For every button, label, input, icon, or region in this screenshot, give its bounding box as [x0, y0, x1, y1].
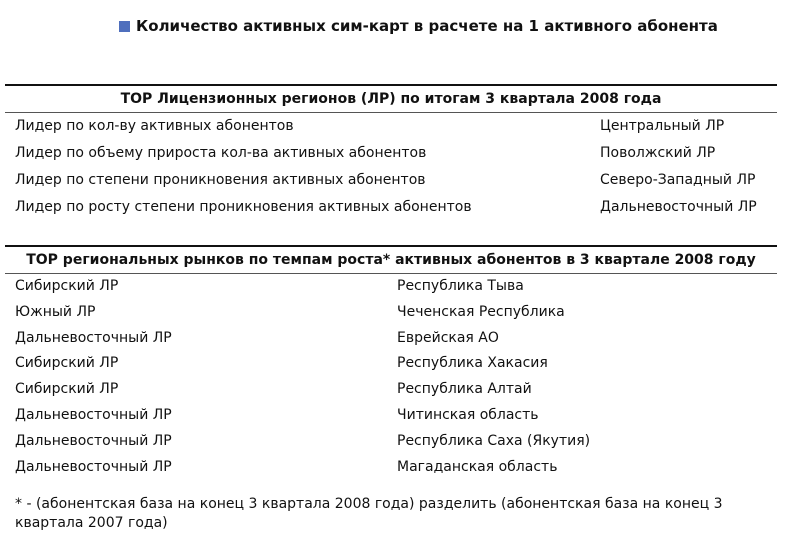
lr-cell: Сибирский ЛР — [15, 381, 119, 398]
top-license-regions-table — [5, 84, 777, 221]
region-cell: Северо-Западный ЛР — [600, 172, 756, 188]
footnote: * - (абонентская база на конец 3 квартала 2008 года) разделить (абонентская база на конец 3 квартала 2007 года) — [15, 496, 723, 531]
market-cell: Республика Саха (Якутия) — [397, 432, 591, 449]
table-row — [5, 274, 777, 300]
legend-label: Количество активных сим-карт в расчете на 1 активного абонента — [136, 17, 718, 35]
table-row — [5, 326, 777, 352]
table-row — [5, 167, 777, 194]
table-row — [5, 403, 777, 429]
metric-cell: Лидер по росту степени проникновения активных абонентов — [15, 199, 472, 215]
lr-cell: Дальневосточный ЛР — [15, 406, 172, 423]
market-cell: Республика Алтай — [397, 381, 532, 398]
table-row — [5, 140, 777, 167]
table-row — [5, 377, 777, 403]
table-row — [5, 351, 777, 377]
table-row — [5, 300, 777, 326]
lr-cell: Дальневосточный ЛР — [15, 458, 172, 475]
lr-cell: Дальневосточный ЛР — [15, 329, 172, 346]
market-cell: Еврейская АО — [397, 329, 499, 346]
market-cell: Республика Хакасия — [397, 355, 548, 372]
market-cell: Чеченская Республика — [397, 303, 565, 320]
table-title: ТОР региональных рынков по темпам роста* активных абонентов в 3 квартале 2008 году — [26, 252, 756, 268]
market-cell: Читинская область — [397, 406, 539, 423]
metric-cell: Лидер по степени проникновения активных абонентов — [15, 172, 426, 188]
market-cell: Республика Тыва — [397, 278, 524, 294]
legend-swatch — [119, 21, 130, 32]
region-cell: Центральный ЛР — [600, 118, 725, 134]
table-title: ТОР Лицензионных регионов (ЛР) по итогам 3 квартала 2008 года — [120, 91, 662, 107]
lr-cell: Дальневосточный ЛР — [15, 432, 172, 449]
lr-cell: Южный ЛР — [15, 303, 96, 320]
chart-legend — [119, 16, 718, 36]
lr-cell: Сибирский ЛР — [15, 278, 119, 294]
table-row — [5, 455, 777, 481]
lr-cell: Сибирский ЛР — [15, 355, 119, 372]
region-cell: Поволжский ЛР — [600, 145, 716, 161]
table-row — [5, 113, 777, 140]
market-cell: Магаданская область — [397, 458, 558, 475]
region-cell: Дальневосточный ЛР — [600, 199, 757, 215]
metric-cell: Лидер по объему прироста кол-ва активных абонентов — [15, 145, 427, 161]
metric-cell: Лидер по кол-ву активных абонентов — [15, 118, 294, 134]
table-row — [5, 194, 777, 221]
table-row — [5, 429, 777, 455]
top-regional-markets-table — [5, 245, 777, 480]
